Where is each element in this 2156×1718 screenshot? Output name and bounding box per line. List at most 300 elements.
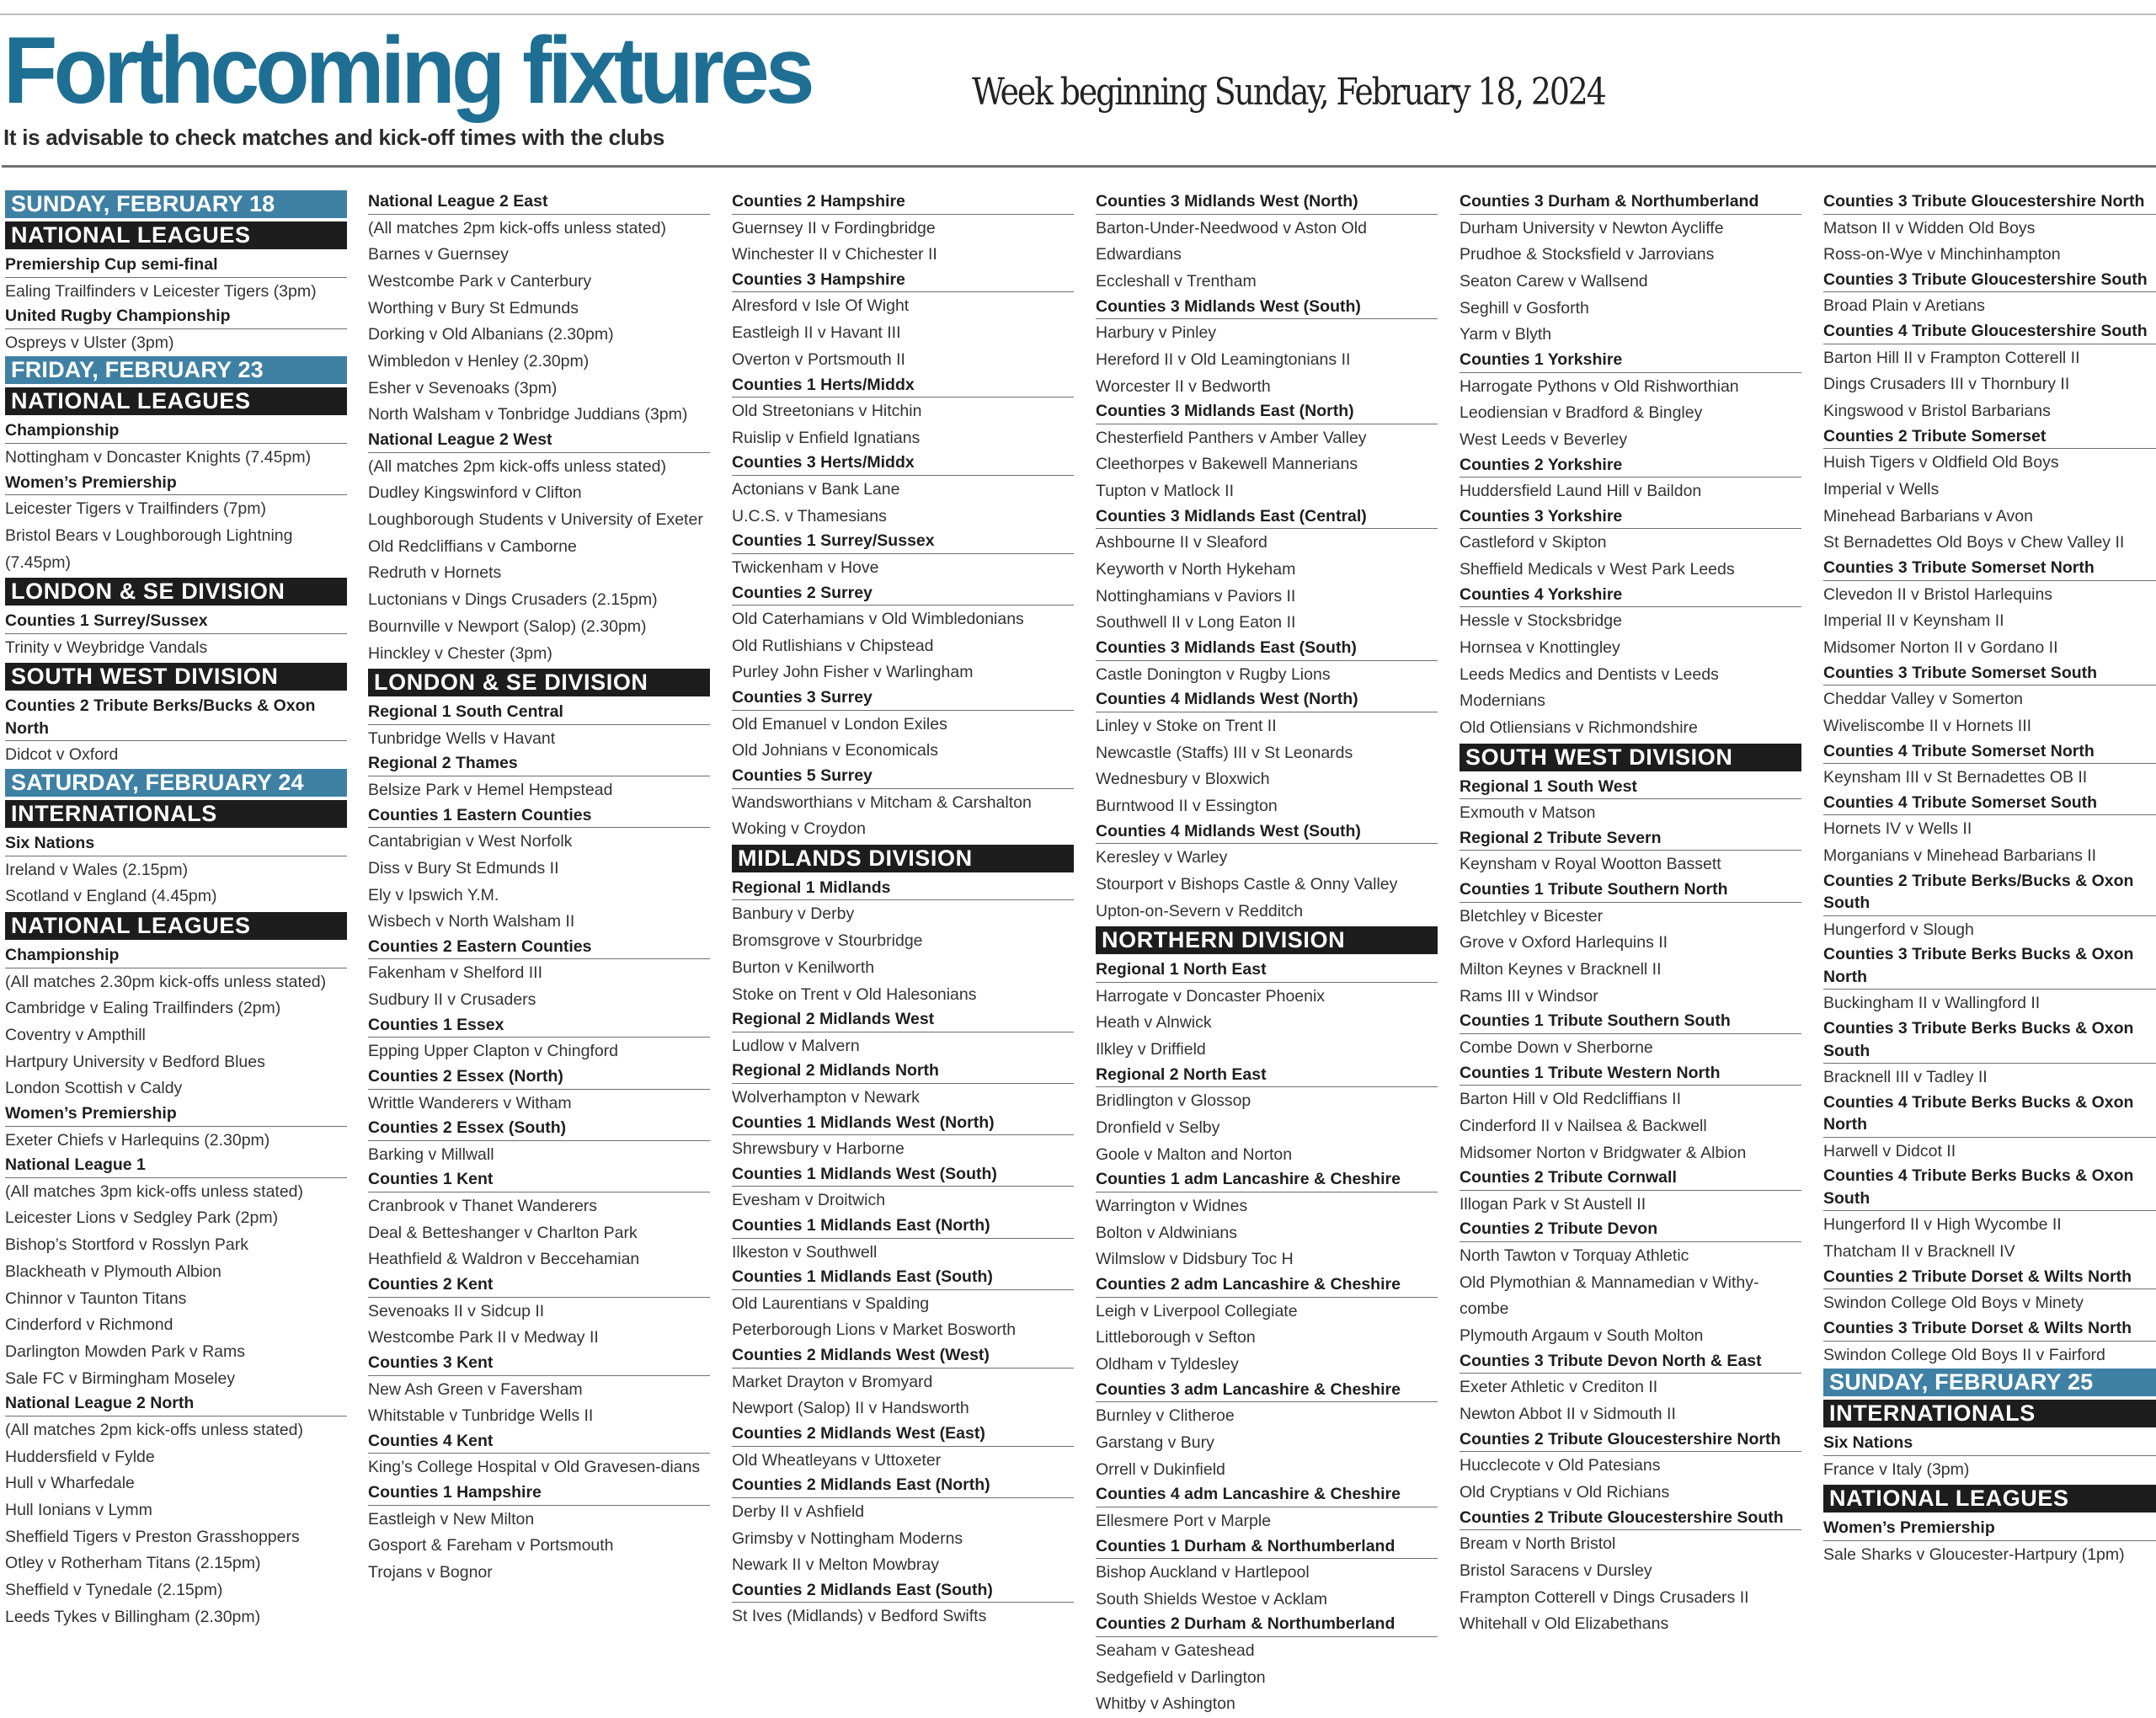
fixture-item: Didcot v Oxford bbox=[5, 745, 119, 765]
fixture-item: Fakenham v Shelford III bbox=[368, 963, 543, 983]
fixtures-column-4 bbox=[1096, 190, 1438, 1718]
league-heading: Counties 3 Hampshire bbox=[732, 269, 1074, 293]
league-heading: Counties 4 adm Lancashire & Cheshire bbox=[1096, 1483, 1438, 1507]
fixture-item: Sale Sharks v Gloucester-Hartpury (1pm) bbox=[1823, 1545, 2125, 1564]
fixture-item: South Shields Westoe v Acklam bbox=[1096, 1589, 1327, 1609]
fixture-item: Exeter Athletic v Crediton II bbox=[1460, 1378, 1658, 1397]
fixture-item: Barnes v Guernsey bbox=[368, 245, 509, 264]
fixture-item: Nottingham v Doncaster Knights (7.45pm) bbox=[5, 447, 312, 467]
fixture-item: Seaham v Gateshead bbox=[1096, 1641, 1255, 1660]
fixture-item: Linley v Stoke on Trent II bbox=[1096, 716, 1277, 735]
league-heading: Counties 1 Midlands West (South) bbox=[732, 1163, 1074, 1187]
league-heading: National League 2 North bbox=[5, 1392, 347, 1417]
kickoff-note: (All matches 2pm kick-offs unless stated) bbox=[368, 456, 667, 476]
fixture-item: Heath v Alnwick bbox=[1096, 1013, 1212, 1032]
fixture-item: Orrell v Dukinfield bbox=[1096, 1459, 1225, 1479]
fixture-item: Ross-on-Wye v Minchinhampton bbox=[1823, 245, 2061, 264]
fixture-item: Cantabrigian v West Norfolk bbox=[368, 832, 573, 851]
fixture-item: Dronfield v Selby bbox=[1096, 1118, 1220, 1138]
league-heading: Counties 2 Kent bbox=[368, 1273, 710, 1298]
fixture-item: Hartpury University v Bedford Blues bbox=[5, 1052, 265, 1071]
fixture-item: Warrington v Widnes bbox=[1096, 1196, 1248, 1215]
league-heading: Counties 3 adm Lancashire & Cheshire bbox=[1096, 1379, 1438, 1403]
fixture-item: Wandsworthians v Mitcham & Carshalton bbox=[732, 792, 1032, 812]
league-heading: Counties 2 Midlands West (West) bbox=[732, 1344, 1074, 1369]
fixture-item: Harrogate Pythons v Old Rishworthian bbox=[1460, 376, 1739, 396]
fixture-item: Leeds Medics and Dentists v Leeds Modernians bbox=[1460, 664, 1719, 711]
league-heading: Counties 2 adm Lancashire & Cheshire bbox=[1096, 1273, 1438, 1298]
fixture-item: Market Drayton v Bromyard bbox=[732, 1372, 933, 1391]
fixture-item: Bristol Bears v Loughborough Lightning (7.45pm) bbox=[5, 526, 293, 572]
fixture-item: Bournville v Newport (Salop) (2.30pm) bbox=[368, 616, 647, 636]
fixture-item: Newark II v Melton Mowbray bbox=[732, 1555, 939, 1575]
fixture-item: Keyworth v North Hykeham bbox=[1096, 560, 1296, 579]
division-banner: INTERNATIONALS bbox=[1823, 1400, 2156, 1427]
fixture-item: Worcester II v Bedworth bbox=[1096, 376, 1271, 396]
fixture-item: Old Rutlishians v Chipstead bbox=[732, 636, 934, 655]
fixture-item: Heathfield & Waldron v Beccehamian bbox=[368, 1250, 640, 1269]
fixture-item: Cinderford v Richmond bbox=[5, 1315, 173, 1335]
fixture-item: Whitehall v Old Elizabethans bbox=[1460, 1614, 1669, 1634]
division-banner: LONDON & SE DIVISION bbox=[368, 669, 710, 696]
league-heading: Counties 3 Durham & Northumberland bbox=[1460, 190, 1801, 215]
fixture-item: Coventry v Ampthill bbox=[5, 1025, 146, 1044]
fixture-item: Cinderford II v Nailsea & Backwell bbox=[1460, 1116, 1707, 1135]
fixture-item: Exeter Chiefs v Harlequins (2.30pm) bbox=[5, 1130, 270, 1150]
fixture-item: Old Streetonians v Hitchin bbox=[732, 402, 922, 421]
league-heading: Counties 2 Tribute Gloucestershire North bbox=[1460, 1428, 1801, 1453]
fixtures-column-5 bbox=[1460, 190, 1801, 1638]
fixture-item: Barking v Millwall bbox=[368, 1144, 494, 1164]
fixture-item: Old Johnians v Economicals bbox=[732, 741, 938, 760]
fixture-item: Keynsham III v St Bernadettes OB II bbox=[1823, 768, 2088, 787]
fixture-item: Woking v Croydon bbox=[732, 819, 866, 839]
fixture-item: Hull Ionians v Lymm bbox=[5, 1500, 152, 1519]
fixture-item: Dorking v Old Albanians (2.30pm) bbox=[368, 325, 614, 344]
fixtures-columns bbox=[0, 190, 2156, 1718]
fixture-item: King’s College Hospital v Old Gravesen-dians bbox=[368, 1458, 701, 1477]
fixture-item: Dings Crusaders III v Thornbury II bbox=[1823, 375, 2070, 394]
fixture-item: Barton Hill v Old Redcliffians II bbox=[1460, 1090, 1681, 1109]
league-heading: Counties 2 Midlands East (North) bbox=[732, 1474, 1074, 1498]
league-heading: Counties 3 Midlands West (South) bbox=[1096, 296, 1438, 320]
fixture-item: Kingswood v Bristol Barbarians bbox=[1823, 402, 2051, 421]
fixture-item: Harrogate v Doncaster Phoenix bbox=[1096, 986, 1326, 1006]
fixture-item: Old Wheatleyans v Uttoxeter bbox=[732, 1450, 942, 1470]
fixture-item: Hungerford II v High Wycombe II bbox=[1823, 1215, 2062, 1235]
league-heading: Counties 2 Tribute Devon bbox=[1460, 1218, 1801, 1242]
league-heading: Women’s Premiership bbox=[1823, 1517, 2156, 1541]
league-heading: Counties 3 Tribute Berks Bucks & Oxon North bbox=[1823, 943, 2156, 990]
fixture-item: Old Otliensians v Richmondshire bbox=[1460, 718, 1698, 738]
fixture-item: Banbury v Derby bbox=[732, 904, 855, 924]
fixture-item: Cranbrook v Thanet Wanderers bbox=[368, 1196, 598, 1215]
fixture-item: Durham University v Newton Aycliffe bbox=[1460, 218, 1724, 237]
league-heading: Counties 1 Midlands West (North) bbox=[732, 1112, 1074, 1136]
fixture-item: Wolverhampton v Newark bbox=[732, 1087, 920, 1107]
header-divider bbox=[2, 165, 2156, 168]
fixture-item: Leeds Tykes v Billingham (2.30pm) bbox=[5, 1607, 261, 1626]
fixtures-column-2 bbox=[368, 190, 710, 1587]
league-heading: Regional 2 Midlands North bbox=[732, 1059, 1074, 1084]
league-heading: Women’s Premiership bbox=[5, 472, 347, 496]
fixture-item: North Tawton v Torquay Athletic bbox=[1460, 1246, 1689, 1265]
league-heading: Counties 3 Tribute Somerset North bbox=[1823, 557, 2156, 581]
kickoff-note: (All matches 2.30pm kick-offs unless stated) bbox=[5, 972, 327, 991]
division-banner: LONDON & SE DIVISION bbox=[5, 578, 347, 606]
fixture-item: Stourport v Bishops Castle & Onny Valley bbox=[1096, 874, 1398, 894]
fixture-item: Newcastle (Staffs) III v St Leonards bbox=[1096, 743, 1353, 762]
league-heading: Counties 2 Tribute Somerset bbox=[1823, 425, 2156, 450]
fixture-item: Clevedon II v Bristol Harlequins bbox=[1823, 584, 2053, 604]
fixture-item: France v Italy (3pm) bbox=[1823, 1459, 1970, 1479]
fixture-item: Matson II v Widden Old Boys bbox=[1823, 218, 2036, 237]
fixture-item: Sedgefield v Darlington bbox=[1096, 1667, 1266, 1687]
fixture-item: Bream v North Bristol bbox=[1460, 1534, 1616, 1554]
fixture-item: Peterborough Lions v Market Bosworth bbox=[732, 1321, 1017, 1340]
fixture-item: Trinity v Weybridge Vandals bbox=[5, 638, 208, 657]
league-heading: Regional 1 South Central bbox=[368, 701, 710, 725]
fixture-item: Morganians v Minehead Barbarians II bbox=[1823, 846, 2097, 865]
league-heading: Counties 3 Tribute Somerset South bbox=[1823, 662, 2156, 686]
fixture-item: Newton Abbot II v Sidmouth II bbox=[1460, 1405, 1676, 1423]
division-banner: NATIONAL LEAGUES bbox=[1823, 1485, 2156, 1513]
fixture-item: Ely v Ipswich Y.M. bbox=[368, 885, 499, 904]
fixture-item: Sevenoaks II v Sidcup II bbox=[368, 1301, 545, 1321]
fixture-item: Hereford II v Old Leamingtonians II bbox=[1096, 349, 1351, 369]
fixture-item: Alresford v Isle Of Wight bbox=[732, 296, 910, 316]
fixture-item: Eccleshall v Trentham bbox=[1096, 271, 1257, 291]
fixture-item: Hungerford v Slough bbox=[1823, 920, 1974, 939]
fixture-item: Wednesbury v Bloxwich bbox=[1096, 770, 1270, 789]
fixture-item: New Ash Green v Faversham bbox=[368, 1379, 583, 1399]
league-heading: Counties 3 Tribute Berks Bucks & Oxon South bbox=[1823, 1017, 2156, 1064]
fixture-item: Ruislip v Enfield Ignatians bbox=[732, 428, 921, 447]
fixture-item: Ilkley v Driffield bbox=[1096, 1040, 1206, 1059]
league-heading: Six Nations bbox=[5, 832, 347, 856]
fixture-item: London Scottish v Caldy bbox=[5, 1079, 183, 1098]
kickoff-note: (All matches 2pm kick-offs unless stated) bbox=[5, 1420, 304, 1439]
fixture-item: Ilkeston v Southwell bbox=[732, 1242, 878, 1262]
league-heading: Counties 4 Tribute Berks Bucks & Oxon North bbox=[1823, 1091, 2156, 1138]
league-heading: Counties 1 Herts/Middx bbox=[732, 374, 1074, 398]
league-heading: United Rugby Championship bbox=[5, 305, 347, 329]
league-heading: Counties 5 Surrey bbox=[732, 765, 1074, 789]
fixture-item: Castleford v Skipton bbox=[1460, 533, 1607, 552]
league-heading: Counties 3 Tribute Gloucestershire South bbox=[1823, 269, 2156, 293]
fixture-item: Sheffield v Tynedale (2.15pm) bbox=[5, 1581, 223, 1600]
fixture-item: Old Caterhamians v Old Wimbledonians bbox=[732, 610, 1024, 629]
league-heading: Counties 2 Durham & Northumberland bbox=[1096, 1613, 1438, 1637]
fixture-item: Sale FC v Birmingham Moseley bbox=[5, 1369, 236, 1388]
league-heading: Counties 4 Midlands West (South) bbox=[1096, 820, 1438, 845]
fixture-item: Keresley v Warley bbox=[1096, 848, 1228, 867]
fixture-item: Ealing Trailfinders v Leicester Tigers (3pm) bbox=[5, 281, 317, 301]
league-heading: Premiership Cup semi-final bbox=[5, 253, 347, 278]
division-banner: NATIONAL LEAGUES bbox=[5, 912, 347, 940]
fixture-item: Barton-Under-Needwood v Aston Old Edwardians bbox=[1096, 218, 1367, 264]
league-heading: Counties 4 Tribute Somerset South bbox=[1823, 792, 2156, 816]
fixture-item: Yarm v Blyth bbox=[1460, 325, 1552, 344]
fixture-item: Imperial II v Keynsham II bbox=[1823, 611, 2004, 631]
league-heading: Regional 2 Thames bbox=[368, 752, 710, 776]
league-heading: National League 2 West bbox=[368, 429, 710, 453]
fixture-item: Leicester Tigers v Trailfinders (7pm) bbox=[5, 499, 266, 519]
league-heading: Counties 2 Eastern Counties bbox=[368, 936, 710, 960]
league-heading: Counties 1 adm Lancashire & Cheshire bbox=[1096, 1168, 1438, 1192]
fixture-item: Burton v Kenilworth bbox=[732, 958, 875, 977]
fixture-item: Seaton Carew v Wallsend bbox=[1460, 271, 1648, 291]
division-banner: SOUTH WEST DIVISION bbox=[5, 663, 347, 691]
division-banner: SOUTH WEST DIVISION bbox=[1460, 744, 1801, 771]
fixture-item: U.C.S. v Thamesians bbox=[732, 506, 887, 526]
fixture-item: Hessle v Stocksbridge bbox=[1460, 611, 1622, 631]
league-heading: Counties 3 Yorkshire bbox=[1460, 505, 1801, 530]
fixture-item: Grove v Oxford Harlequins II bbox=[1460, 933, 1668, 952]
fixture-item: Illogan Park v St Austell II bbox=[1460, 1194, 1646, 1214]
league-heading: Counties 1 Surrey/Sussex bbox=[5, 610, 347, 634]
league-heading: Six Nations bbox=[1823, 1432, 2156, 1456]
league-heading: Counties 2 Yorkshire bbox=[1460, 454, 1801, 478]
fixture-item: Eastleigh II v Havant III bbox=[732, 323, 901, 343]
day-banner: FRIDAY, FEBRUARY 23 bbox=[5, 356, 347, 384]
fixture-item: Leigh v Liverpool Collegiate bbox=[1096, 1301, 1298, 1321]
fixture-item: Sudbury II v Crusaders bbox=[368, 990, 536, 1010]
fixtures-column-3 bbox=[732, 190, 1074, 1630]
league-heading: Regional 2 North East bbox=[1096, 1064, 1438, 1088]
league-heading: Counties 3 Tribute Devon North & East bbox=[1460, 1350, 1801, 1374]
fixture-item: Eastleigh v New Milton bbox=[368, 1509, 535, 1529]
fixture-item: Luctonians v Dings Crusaders (2.15pm) bbox=[368, 590, 658, 610]
league-heading: Counties 4 Yorkshire bbox=[1460, 584, 1801, 608]
fixture-item: Twickenham v Hove bbox=[732, 558, 879, 577]
league-heading: Counties 2 Essex (South) bbox=[368, 1117, 710, 1141]
fixture-item: Hucclecote v Old Patesians bbox=[1460, 1456, 1661, 1475]
fixture-item: Cleethorpes v Bakewell Mannerians bbox=[1096, 455, 1358, 474]
fixture-item: Otley v Rotherham Titans (2.15pm) bbox=[5, 1554, 261, 1573]
fixture-item: Whitstable v Tunbridge Wells II bbox=[368, 1406, 594, 1426]
kickoff-note: (All matches 2pm kick-offs unless stated) bbox=[368, 218, 667, 237]
league-heading: Counties 1 Hampshire bbox=[368, 1481, 710, 1506]
fixture-item: Southwell II v Long Eaton II bbox=[1096, 613, 1296, 632]
fixture-item: Ashbourne II v Sleaford bbox=[1096, 533, 1267, 552]
fixture-item: Hull v Wharfedale bbox=[5, 1474, 135, 1493]
fixture-item: Worthing v Bury St Edmunds bbox=[368, 298, 579, 317]
fixture-item: Dudley Kingswinford v Clifton bbox=[368, 483, 582, 503]
fixture-item: Ellesmere Port v Marple bbox=[1096, 1511, 1272, 1530]
fixture-item: Redruth v Hornets bbox=[368, 563, 502, 583]
fixture-item: Bristol Saracens v Dursley bbox=[1460, 1561, 1652, 1580]
league-heading: Counties 2 Surrey bbox=[732, 582, 1074, 606]
league-heading: Counties 2 Midlands West (East) bbox=[732, 1422, 1074, 1447]
league-heading: Counties 4 Tribute Gloucestershire South bbox=[1823, 320, 2156, 344]
fixture-item: North Walsham v Tonbridge Juddians (3pm) bbox=[368, 405, 688, 424]
league-heading: Counties 1 Yorkshire bbox=[1460, 349, 1801, 373]
fixture-item: Frampton Cotterell v Dings Crusaders II bbox=[1460, 1587, 1749, 1607]
fixture-item: Combe Down v Sherborne bbox=[1460, 1038, 1653, 1057]
day-banner: SUNDAY, FEBRUARY 25 bbox=[1823, 1369, 2156, 1396]
fixture-item: Ludlow v Malvern bbox=[732, 1036, 860, 1055]
fixture-item: Huish Tigers v Oldfield Old Boys bbox=[1823, 453, 2059, 472]
league-heading: Counties 3 Surrey bbox=[732, 686, 1074, 711]
week-subtitle: Week beginning Sunday, February 18, 2024 bbox=[972, 71, 1605, 114]
league-heading: Counties 2 Tribute Berks/Bucks & Oxon North bbox=[5, 695, 347, 741]
fixture-item: Huddersfield v Fylde bbox=[5, 1447, 155, 1466]
fixture-item: Bridlington v Glossop bbox=[1096, 1091, 1251, 1111]
fixture-item: Bishop Auckland v Hartlepool bbox=[1096, 1563, 1310, 1582]
fixture-item: Midsomer Norton II v Gordano II bbox=[1823, 638, 2058, 657]
fixture-item: Leicester Lions v Sedgley Park (2pm) bbox=[5, 1208, 279, 1228]
fixture-item: Nottinghamians v Paviors II bbox=[1096, 586, 1296, 606]
fixture-item: Hornets IV v Wells II bbox=[1823, 819, 1972, 839]
fixture-item: Westcombe Park II v Medway II bbox=[368, 1328, 599, 1347]
fixture-item: Westcombe Park v Canterbury bbox=[368, 271, 592, 291]
league-heading: Counties 1 Surrey/Sussex bbox=[732, 530, 1074, 554]
league-heading: Counties 3 Tribute Gloucestershire North bbox=[1823, 190, 2156, 215]
league-heading: Counties 4 Tribute Somerset North bbox=[1823, 740, 2156, 765]
league-heading: Counties 3 Midlands East (Central) bbox=[1096, 505, 1438, 530]
fixture-item: Stoke on Trent v Old Halesonians bbox=[732, 984, 977, 1004]
league-heading: Counties 3 Tribute Dorset & Wilts North bbox=[1823, 1317, 2156, 1342]
fixture-item: Harbury v Pinley bbox=[1096, 323, 1217, 343]
league-heading: Counties 1 Eastern Counties bbox=[368, 804, 710, 829]
fixture-item: Broad Plain v Aretians bbox=[1823, 296, 1985, 316]
fixture-item: Old Redcliffians v Camborne bbox=[368, 536, 577, 556]
fixture-item: Deal & Betteshanger v Charlton Park bbox=[368, 1223, 638, 1242]
fixture-item: Grimsby v Nottingham Moderns bbox=[732, 1529, 963, 1548]
fixture-item: Old Laurentians v Spalding bbox=[732, 1294, 930, 1313]
fixture-item: Chesterfield Panthers v Amber Valley bbox=[1096, 428, 1367, 447]
fixture-item: Wilmslow v Didsbury Toc H bbox=[1096, 1250, 1294, 1269]
fixture-item: Writtle Wanderers v Witham bbox=[368, 1093, 572, 1112]
league-heading: Counties 4 Kent bbox=[368, 1430, 710, 1454]
fixture-item: Evesham v Droitwich bbox=[732, 1191, 886, 1210]
fixture-item: Sheffield Tigers v Preston Grasshoppers bbox=[5, 1527, 300, 1546]
fixture-item: Blackheath v Plymouth Albion bbox=[5, 1262, 221, 1281]
fixture-item: Bishop’s Stortford v Rosslyn Park bbox=[5, 1235, 249, 1255]
fixture-item: Huddersfield Laund Hill v Baildon bbox=[1460, 482, 1702, 501]
fixture-item: St Ives (Midlands) v Bedford Swifts bbox=[732, 1607, 987, 1626]
fixture-item: Minehead Barbarians v Avon bbox=[1823, 506, 2033, 526]
fixture-item: Keynsham v Royal Wootton Bassett bbox=[1460, 855, 1721, 874]
league-heading: Counties 2 Tribute Berks/Bucks & Oxon South bbox=[1823, 870, 2156, 916]
league-heading: Championship bbox=[5, 419, 347, 444]
league-heading: Counties 2 Tribute Dorset & Wilts North bbox=[1823, 1266, 2156, 1290]
fixture-item: Ospreys v Ulster (3pm) bbox=[5, 333, 174, 352]
page-title: Forthcoming fixtures bbox=[3, 18, 811, 123]
league-heading: National League 2 East bbox=[368, 190, 710, 215]
division-banner: INTERNATIONALS bbox=[5, 800, 347, 828]
fixture-item: Shrewsbury v Harborne bbox=[732, 1139, 905, 1159]
division-banner: MIDLANDS DIVISION bbox=[732, 845, 1074, 872]
league-heading: Counties 3 Midlands East (North) bbox=[1096, 400, 1438, 424]
fixture-item: Tunbridge Wells v Havant bbox=[368, 728, 556, 748]
fixture-item: Purley John Fisher v Warlingham bbox=[732, 663, 974, 682]
fixture-item: Hinckley v Chester (3pm) bbox=[368, 643, 552, 663]
league-heading: Regional 1 South West bbox=[1460, 776, 1801, 800]
fixture-item: Milton Keynes v Bracknell II bbox=[1460, 960, 1662, 979]
page-header bbox=[0, 20, 2156, 121]
fixture-item: Winchester II v Chichester II bbox=[732, 245, 937, 264]
league-heading: Counties 2 Hampshire bbox=[732, 190, 1074, 215]
fixtures-column-6 bbox=[1823, 190, 2156, 1569]
fixture-item: Burnley v Clitheroe bbox=[1096, 1406, 1235, 1426]
fixture-item: Belsize Park v Hemel Hempstead bbox=[368, 780, 613, 799]
league-heading: National League 1 bbox=[5, 1154, 347, 1178]
fixture-item: Bromsgrove v Stourbridge bbox=[732, 931, 923, 951]
fixture-item: Swindon College Old Boys v Minety bbox=[1823, 1294, 2084, 1313]
fixture-item: Garstang v Bury bbox=[1096, 1433, 1214, 1452]
league-heading: Counties 4 Midlands West (North) bbox=[1096, 688, 1438, 712]
fixture-item: Sheffield Medicals v West Park Leeds bbox=[1460, 560, 1735, 579]
fixture-item: Whitby v Ashington bbox=[1096, 1694, 1235, 1714]
fixture-item: Wisbech v North Walsham II bbox=[368, 912, 575, 931]
division-banner: NATIONAL LEAGUES bbox=[5, 221, 347, 249]
league-heading: Counties 3 Kent bbox=[368, 1352, 710, 1376]
league-heading: Counties 2 Essex (North) bbox=[368, 1065, 710, 1090]
league-heading: Counties 1 Midlands East (North) bbox=[732, 1214, 1074, 1239]
fixture-item: Bletchley v Bicester bbox=[1460, 906, 1604, 926]
fixture-item: Cheddar Valley v Somerton bbox=[1823, 690, 2024, 709]
fixture-item: Imperial v Wells bbox=[1823, 479, 1940, 499]
fixture-item: Loughborough Students v University of Exeter bbox=[368, 510, 703, 530]
fixture-item: Castle Donington v Rugby Lions bbox=[1096, 664, 1331, 684]
fixture-item: Goole v Malton and Norton bbox=[1096, 1144, 1293, 1164]
fixture-item: Wimbledon v Henley (2.30pm) bbox=[368, 352, 590, 371]
kickoff-note: (All matches 3pm kick-offs unless stated) bbox=[5, 1182, 304, 1201]
fixture-item: Esher v Sevenoaks (3pm) bbox=[368, 378, 558, 397]
fixture-item: Guernsey II v Fordingbridge bbox=[732, 218, 936, 237]
fixture-item: Trojans v Bognor bbox=[368, 1563, 493, 1582]
league-heading: Counties 1 Midlands East (South) bbox=[732, 1266, 1074, 1290]
fixture-item: Hornsea v Knottingley bbox=[1460, 638, 1620, 657]
fixture-item: Upton-on-Severn v Redditch bbox=[1096, 901, 1304, 920]
league-heading: Regional 2 Tribute Severn bbox=[1460, 827, 1801, 851]
fixture-item: Scotland v England (4.45pm) bbox=[5, 887, 217, 906]
league-heading: Counties 1 Kent bbox=[368, 1168, 710, 1192]
fixture-item: Leodiensian v Bradford & Bingley bbox=[1460, 403, 1703, 423]
division-banner: NATIONAL LEAGUES bbox=[5, 387, 347, 415]
fixture-item: Barton Hill II v Frampton Cotterell II bbox=[1823, 348, 2080, 367]
fixture-item: Ireland v Wales (2.15pm) bbox=[5, 860, 189, 879]
fixture-item: St Bernadettes Old Boys v Chew Valley II bbox=[1823, 533, 2125, 552]
league-heading: Counties 2 Tribute Cornwall bbox=[1460, 1166, 1801, 1191]
fixture-item: Seghill v Gosforth bbox=[1460, 298, 1589, 317]
fixture-item: Cambridge v Ealing Trailfinders (2pm) bbox=[5, 999, 281, 1018]
league-heading: Counties 3 Midlands West (North) bbox=[1096, 190, 1438, 215]
fixture-item: Newport (Salop) II v Handsworth bbox=[732, 1399, 969, 1418]
fixture-item: Thatcham II v Bracknell IV bbox=[1823, 1242, 2015, 1262]
top-rule bbox=[0, 13, 2156, 15]
advisory-note: It is advisable to check matches and kick-off times with the clubs bbox=[3, 125, 664, 150]
fixture-item: Diss v Bury St Edmunds II bbox=[368, 858, 559, 878]
fixture-item: Bolton v Aldwinians bbox=[1096, 1223, 1238, 1242]
league-heading: Counties 2 Tribute Gloucestershire South bbox=[1460, 1507, 1801, 1531]
fixture-item: Plymouth Argaum v South Molton bbox=[1460, 1326, 1704, 1346]
league-heading: Counties 1 Tribute Western North bbox=[1460, 1062, 1801, 1086]
fixture-item: Gosport & Fareham v Portsmouth bbox=[368, 1536, 614, 1555]
league-heading: Counties 3 Herts/Middx bbox=[732, 451, 1074, 476]
league-heading: Counties 2 Midlands East (South) bbox=[732, 1579, 1074, 1603]
fixture-item: Rams III v Windsor bbox=[1460, 986, 1598, 1006]
fixture-item: Harwell v Didcot II bbox=[1823, 1141, 1956, 1160]
fixture-item: Bracknell III v Tadley II bbox=[1823, 1068, 1988, 1087]
league-heading: Counties 3 Midlands East (South) bbox=[1096, 637, 1438, 661]
fixture-item: Epping Upper Clapton v Chingford bbox=[368, 1042, 619, 1061]
fixture-item: Tupton v Matlock II bbox=[1096, 482, 1235, 501]
day-banner: SUNDAY, FEBRUARY 18 bbox=[5, 190, 347, 218]
league-heading: Women’s Premiership bbox=[5, 1102, 347, 1127]
